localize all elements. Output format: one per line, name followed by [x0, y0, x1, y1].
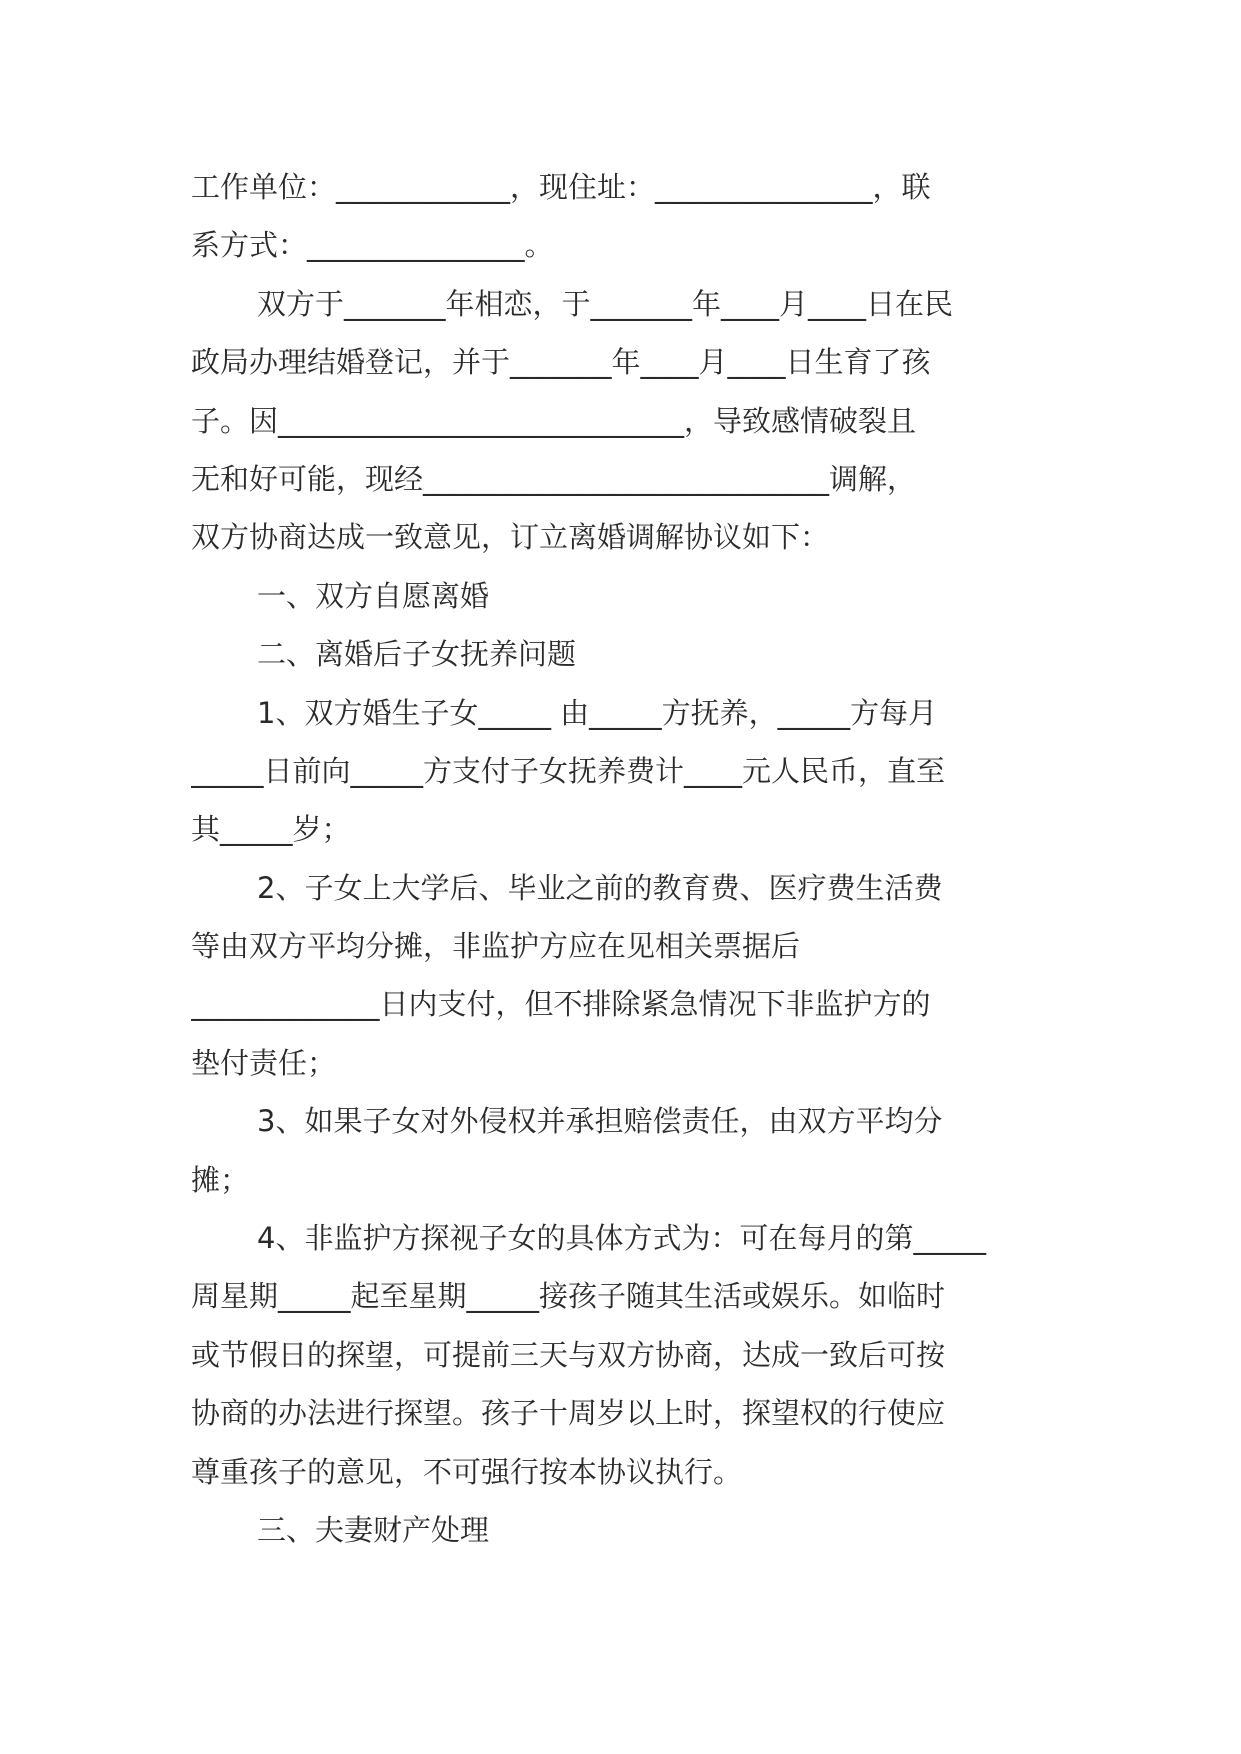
text-line: 协商的办法进行探望。孩子十周岁以上时，探望权的行使应 — [191, 1396, 946, 1431]
section-heading: 二、离婚后子女抚养问题 — [257, 637, 577, 672]
section-heading: 三、夫妻财产处理 — [257, 1512, 490, 1547]
text-line: 周星期_____起至星期_____接孩子随其生活或娱乐。如临时 — [191, 1279, 946, 1314]
text-line: 系方式：_______________。 — [191, 228, 554, 263]
text-line: 工作单位：____________，现住址：_______________，联 — [191, 170, 931, 204]
text-line: 摊； — [191, 1162, 250, 1197]
text-line: 2、子女上大学后、毕业之前的教育费、医疗费生活费 — [257, 870, 943, 905]
text-line: _____日前向_____方支付子女抚养费计____元人民币，直至 — [191, 753, 946, 788]
text-line: 无和好可能，现经____________________________调解， — [191, 461, 917, 496]
text-line: _____________日内支付，但不排除紧急情况下非监护方的 — [191, 987, 931, 1022]
text-line: 其_____岁； — [191, 812, 351, 847]
text-line: 子。因____________________________，导致感情破裂且 — [191, 403, 917, 438]
text-line: 尊重孩子的意见，不可强行按本协议执行。 — [191, 1454, 743, 1489]
text-line: 政局办理结婚登记，并于_______年____月____日生育了孩 — [191, 345, 931, 380]
text-line: 垫付责任； — [191, 1045, 337, 1080]
text-line: 或节假日的探望，可提前三天与双方协商，达成一致后可按 — [191, 1337, 946, 1372]
text-line: 双方于_______年相恋，于_______年____月____日在民 — [257, 286, 954, 321]
text-line: 等由双方平均分摊，非监护方应在见相关票据后 — [191, 929, 801, 964]
text-line: 4、非监护方探视子女的具体方式为：可在每月的第_____ — [257, 1221, 986, 1256]
section-heading: 一、双方自愿离婚 — [257, 578, 490, 613]
text-line: 1、双方婚生子女_____ 由_____方抚养，_____方每月 — [257, 695, 938, 730]
agreement-text — [191, 158, 1051, 1559]
text-line: 3、如果子女对外侵权并承担赔偿责任，由双方平均分 — [257, 1104, 943, 1139]
text-line: 双方协商达成一致意见，订立离婚调解协议如下： — [191, 520, 830, 555]
